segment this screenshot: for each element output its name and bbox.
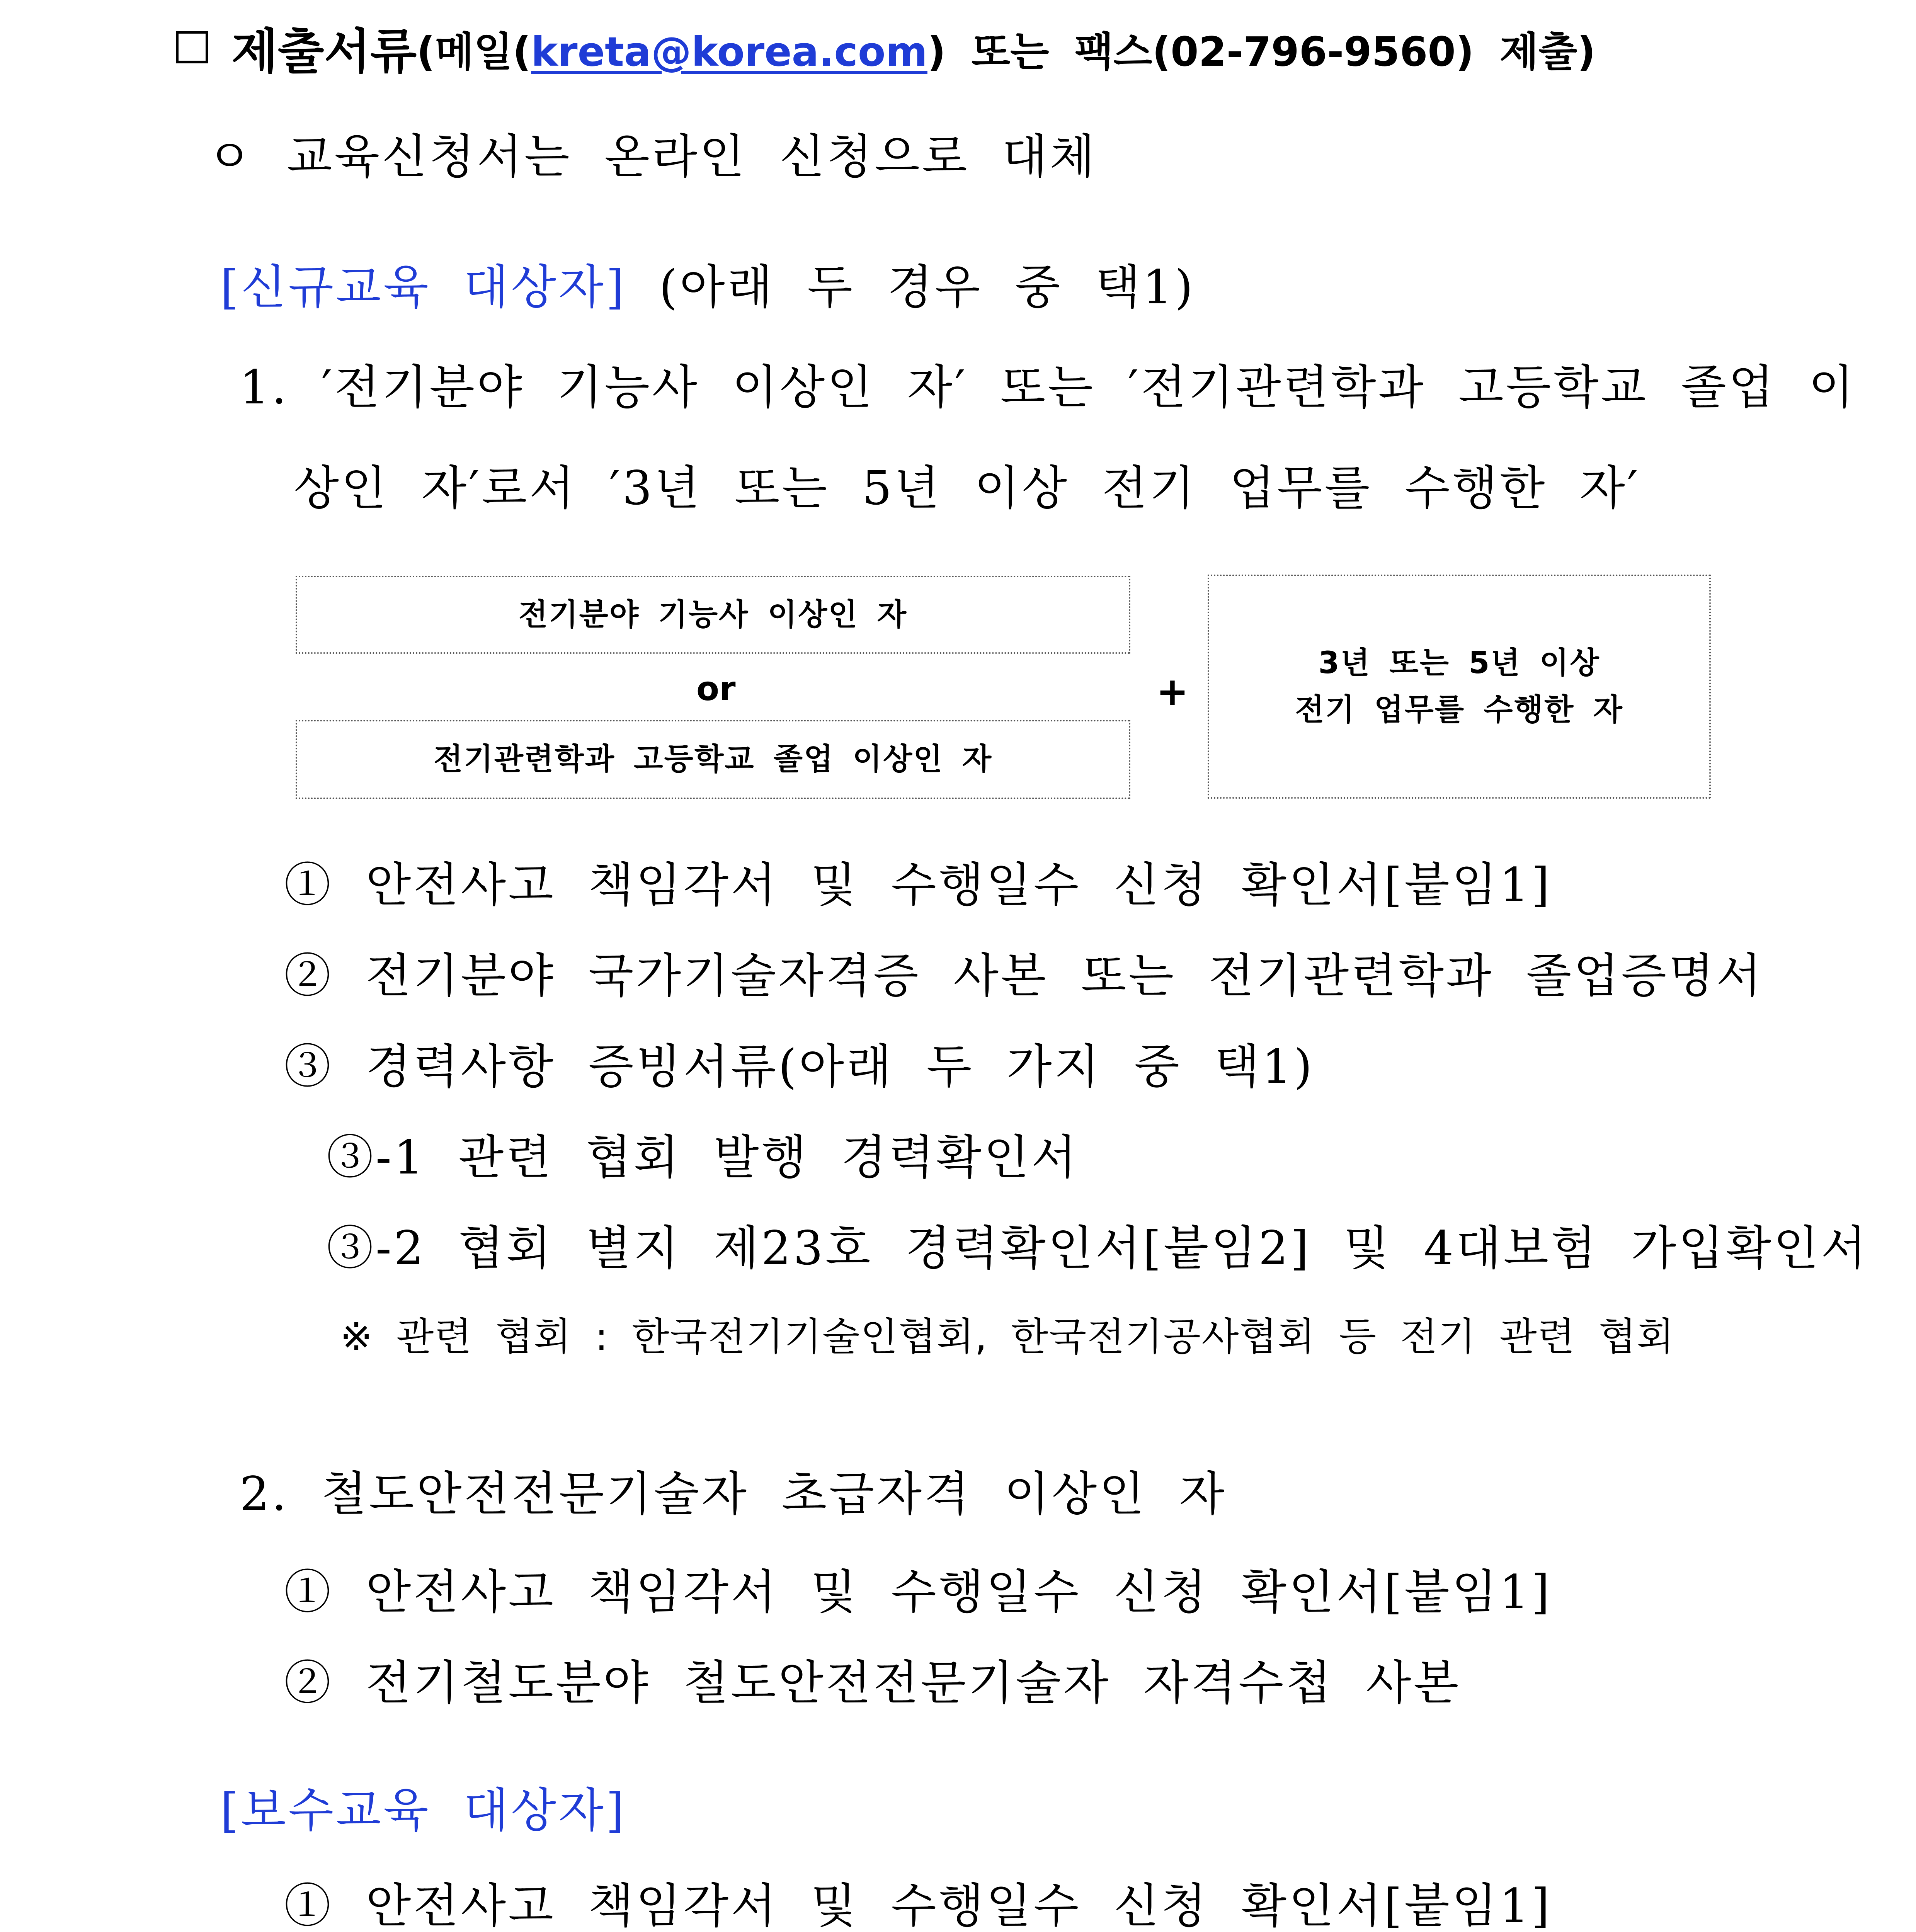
case1-item-3: ③ 경력사항 증빙서류(아래 두 가지 중 택1)	[284, 1039, 1315, 1094]
section-title: 제출서류	[231, 24, 417, 80]
new-edu-note: (아래 두 경우 중 택1)	[659, 260, 1195, 315]
diagram-box-graduate	[296, 720, 1130, 799]
diagram-box-experience	[1208, 575, 1711, 799]
case1-line2: 상인 자′로서 ′3년 또는 5년 이상 전기 업무를 수행한 자′	[294, 461, 1640, 515]
diagram-box-technician-text: 전기분야 기능사 이상인 자	[518, 597, 908, 632]
section-header	[176, 24, 1596, 80]
case1-subitem-2: ③-2 협회 별지 제23호 경력확인서[붙임2] 및 4대보험 가입확인서	[327, 1221, 1868, 1276]
diagram-box-graduate-text: 전기관련학과 고등학교 졸업 이상인 자	[433, 742, 993, 777]
new-edu-label: [신규교육 대상자]	[220, 260, 627, 315]
diagram-or-label: or	[696, 670, 736, 708]
checkbox-square-icon	[176, 31, 208, 63]
submission-prefix: (메일(	[417, 28, 531, 75]
case1-item-2: ② 전기분야 국가기술자격증 사본 또는 전기관련학과 졸업증명서	[284, 949, 1764, 1003]
refresh-edu-item-1: ① 안전사고 책임각서 및 수행일수 신청 확인서[붙임1]	[284, 1879, 1552, 1932]
diagram-plus-icon: +	[1156, 669, 1189, 714]
submission-suffix: ) 또는 팩스(02-796-9560) 제출)	[927, 28, 1596, 75]
diagram-box-experience-line1: 3년 또는 5년 이상	[1318, 646, 1600, 681]
case2-item-1: ① 안전사고 책임각서 및 수행일수 신청 확인서[붙임1]	[284, 1565, 1552, 1619]
diagram-box-experience-line2: 전기 업무를 수행한 자	[1295, 692, 1623, 727]
diagram-box-technician	[296, 576, 1130, 654]
case2-heading: 2. 철도안전전문기술자 초급자격 이상인 자	[240, 1467, 1227, 1521]
case2-item-2: ② 전기철도분야 철도안전전문기술자 자격수첩 사본	[284, 1656, 1461, 1710]
case1-line1: 1. ′전기분야 기능사 이상인 자′ 또는 ′전기관련학과 고등학교 졸업 이	[240, 360, 1856, 415]
case1-item-1: ① 안전사고 책임각서 및 수행일수 신청 확인서[붙임1]	[284, 858, 1552, 912]
intro-text: ㅇ 교육신청서는 온라인 신청으로 대체	[207, 129, 1098, 184]
email-link[interactable]: kreta@korea.com	[531, 28, 927, 75]
new-edu-heading	[220, 260, 1195, 315]
case1-subitem-1: ③-1 관련 협회 발행 경력확인서	[327, 1130, 1079, 1185]
refresh-edu-label: [보수교육 대상자]	[220, 1783, 627, 1838]
case1-footnote: ※ 관련 협회 : 한국전기기술인협회, 한국전기공사협회 등 전기 관련 협회	[340, 1314, 1675, 1359]
